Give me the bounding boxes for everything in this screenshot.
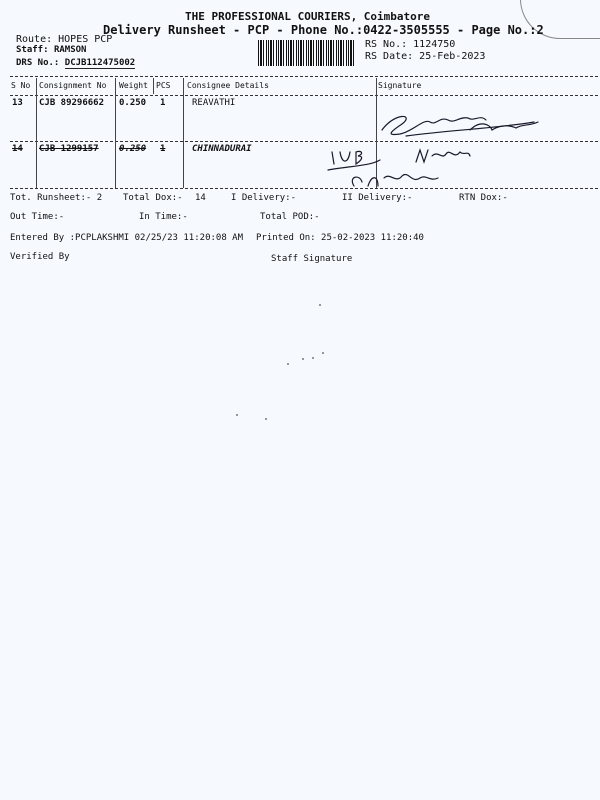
staff-field [16, 45, 86, 55]
printed-on: Printed On: 25-02-2023 11:20:40 [256, 233, 424, 243]
entered-by: Entered By :PCPLAKSHMI 02/25/23 11:20:08 AM [10, 233, 243, 243]
total-dox-value: 14 [195, 193, 206, 203]
column-divider [153, 78, 154, 94]
row-13-consignee: REAVATHI [192, 98, 236, 108]
table-header-rule [10, 95, 598, 96]
company-name: THE PROFESSIONAL COURIERS, Coimbatore [185, 10, 431, 23]
row-13-weight: 0.250 [119, 98, 147, 108]
scan-speck [322, 352, 324, 354]
row-13-sno: 13 [12, 98, 23, 108]
out-time: Out Time:- [10, 212, 65, 222]
scan-speck [265, 418, 267, 420]
row-13-consignment: CJB 89296662 [39, 98, 105, 108]
row-14-consignment: CJB 1299157 [39, 144, 99, 154]
route-label: Route: HOPES PCP [16, 34, 113, 45]
i-delivery: I Delivery:- [231, 193, 297, 203]
row-14-pcs: 1 [160, 144, 166, 154]
drs-label: DRS No.: [16, 58, 60, 68]
row-13-pcs: 1 [160, 98, 166, 108]
total-dox-label: Total Dox:- [123, 193, 183, 203]
col-header-sno: S No [11, 81, 31, 90]
table-top-rule [10, 76, 598, 77]
rs-date: RS Date: 25-Feb-2023 [365, 51, 486, 62]
signature-row13-underline [406, 122, 534, 136]
col-header-consignment: Consignment No [39, 81, 107, 90]
col-header-weight: Weight [119, 81, 148, 90]
drs-number: DCJB112475002 [64, 58, 136, 68]
scan-speck [236, 414, 238, 416]
rtn-dox: RTN Dox:- [459, 193, 508, 203]
runsheet-title: Delivery Runsheet - PCP - Phone No.:0422-3505555 - Page No.:2 [103, 23, 544, 37]
verified-by: Verified By [10, 252, 70, 262]
staff-name: RAMSON [53, 45, 87, 55]
staff-label: Staff: [16, 45, 49, 55]
drs-field [16, 58, 135, 68]
row-14-sno: 14 [12, 144, 23, 154]
scan-speck [319, 304, 321, 306]
col-header-consignee: Consignee Details [187, 81, 269, 90]
in-time: In Time:- [139, 212, 188, 222]
row-14-weight: 0.250 [119, 144, 147, 154]
signature-row13-stroke [382, 116, 486, 134]
column-divider [115, 78, 116, 188]
staff-signature-label: Staff Signature [271, 254, 353, 264]
total-pod: Total POD:- [260, 212, 320, 222]
scan-speck [302, 358, 304, 360]
barcode [258, 40, 356, 66]
ii-delivery: II Delivery:- [342, 193, 413, 203]
col-header-pcs: PCS [156, 81, 171, 90]
scan-speck [287, 363, 289, 365]
signature-row14-second [352, 174, 438, 186]
total-runsheet: Tot. Runsheet:- 2 [10, 193, 103, 203]
column-divider [36, 78, 37, 188]
scan-speck [312, 357, 314, 359]
column-divider [183, 78, 184, 188]
col-header-signature: Signature [378, 81, 422, 90]
rs-number: RS No.: 1124750 [365, 39, 456, 50]
row-14-consignee: CHINNADURAI [192, 144, 252, 154]
handwriting-1ub [328, 151, 380, 170]
signature-row14-stroke [416, 150, 470, 162]
handwritten-signatures [320, 100, 560, 192]
